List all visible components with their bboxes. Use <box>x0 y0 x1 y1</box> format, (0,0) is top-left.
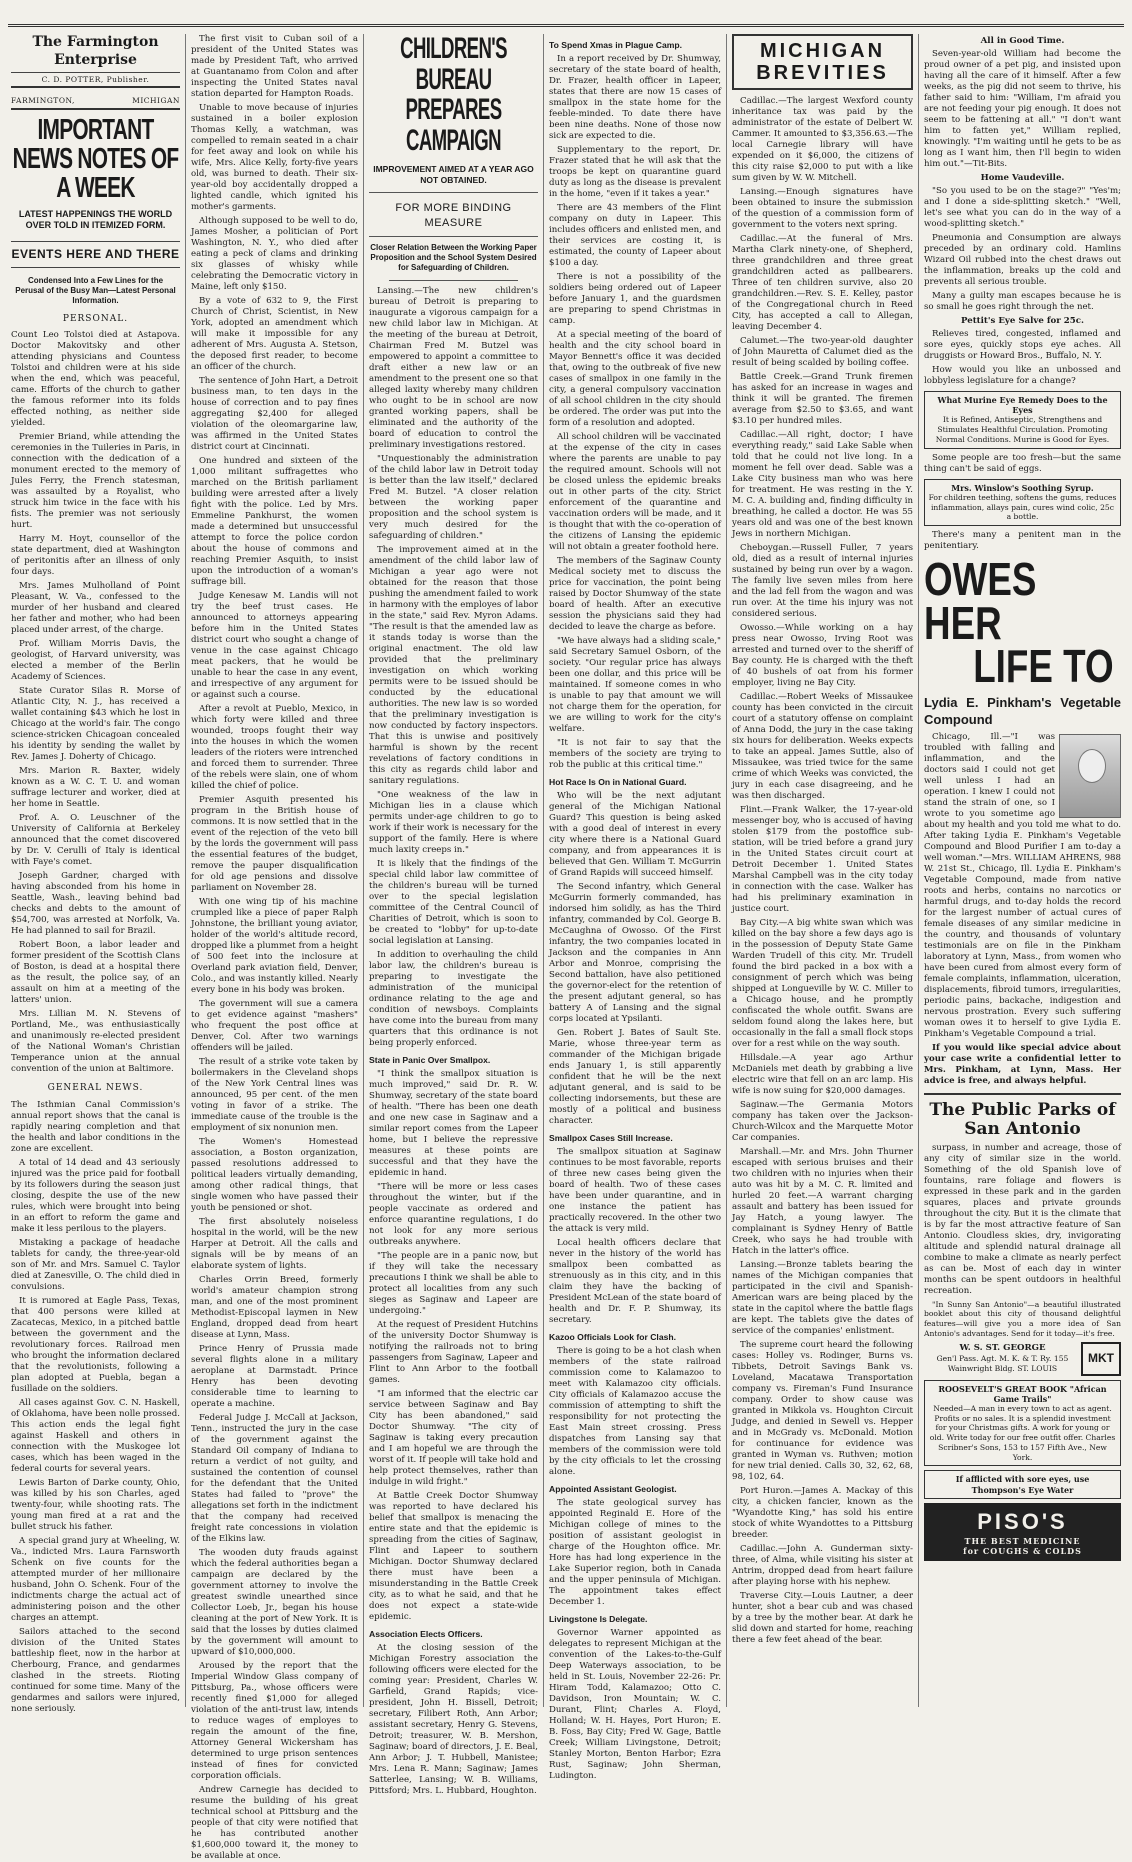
paragraph: Premier Briand, while attending the ceremonies in the Tuileries in Paris, in connection with the dedication of a monument erected to the memory of Jules Ferry, the French statesman, was assaulted by a Royalist, who struck him twice in the face with his fists. The premier was not seriously hurt. <box>11 432 180 531</box>
paragraph: Lansing.—The new children's bureau of Detroit is preparing to inaugurate a vigorous campaign for a new child labor law in Michigan. At the meeting of the bureau at Detroit, Chairman Fred M. Butzel was empowered to appoint a committee to draft either a new law or an amendment to the present one so that alleged laxity whereby many children who ought to be in school are now granted working papers, shall be eliminated and the authority of the board of education to control the preliminary investigations restored. <box>369 285 538 450</box>
paragraph: Lansing.—Enough signatures have been obtained to insure the submission of the question of a commission form of government to the voters next spring. <box>732 187 913 230</box>
paragraph: Prof. A. O. Leuschner of the University of California at Berkeley announced that the comet discovered by Dr. V. Cerulli of Italy is identical with Faye's comet. <box>11 813 180 868</box>
paragraph: The Isthmian Canal Commission's annual report shows that the canal is rapidly nearing completion and that the health and labor conditions in the zone are excellent. <box>11 1099 180 1154</box>
paragraph: Calumet.—The two-year-old daughter of John Mauretta of Calumet died as the result of being scalded by boiling coffee. <box>732 336 913 368</box>
paragraph: It is rumored at Eagle Pass, Texas, that 400 persons were killed at Zacatecas, Mexico, in a pitched battle between the government and the revolutionary forces. Railroad men who brought the information declared that the revolutionists, following a plan adopted at Puebla, began a fusillade on the soldiers. <box>11 1295 180 1394</box>
deck-events: EVENTS HERE AND THERE <box>11 241 180 268</box>
paragraph: One hundred and sixteen of the 1,000 militant suffragettes who marched on the British parliament building were arrested after a lively fight with the police. Led by Mrs. Emmeline Pankhurst, the women made a determined but unsuccessful attempt to force the police cordon about the house of commons and reaching Premier Asquith, to insist upon the introduction of a woman's suffrage bill. <box>191 456 358 587</box>
paragraph: Joseph Gardner, charged with having absconded from his home in Seattle, Wash., leaving behind bad checks and debts to the amount of $54,700, was arrested at Norfolk, Va. He had planned to sail for Brazil. <box>11 871 180 937</box>
ad-pettit-text: Relieves tired, congested, inflamed and sore eyes, quickly stops eye aches. All druggists or Howard Bros., Buffalo, N. Y. <box>924 329 1121 361</box>
divider <box>389 280 518 281</box>
paragraph: "There will be more or less cases throughout the winter, but if the people vaccinate as ordered and enforce quarantine regulations, I do not look for any more serious outbreaks anywhere. <box>369 1181 538 1247</box>
paragraph: Andrew Carnegie has decided to resume the building of his great technical school at Pittsburg and the people of that city were notified that he has contributed another $1,600,000 toward it, the money to be available at once. <box>191 1785 358 1861</box>
masthead-location <box>11 94 180 110</box>
top-rule <box>8 24 1124 27</box>
ad-pneumonia: Pneumonia and Consumption are always preceded by an ordinary cold. Hamlins Wizard Oil rubbed into the chest draws out the inflammation, breaks up the cold and prevents all serious trouble. <box>924 233 1121 287</box>
paragraph: Who will be the next adjutant general of the Michigan National Guard? This question is being asked with a good deal of interest in every city where there is a National Guard company, and from appearances it is believed that Gen. William T. McGurrin of Grand Rapids will succeed himself. <box>549 791 721 878</box>
paragraph: A special grand jury at Wheeling, W. Va., indicted Mrs. Laura Farnsworth Schenk on five counts for the attempted murder of her millionaire husband, John O. Schenk. Four of the indictments charge the actual act of administering poison and the other charges an attempt. <box>11 1535 180 1623</box>
paragraph: "It is not fair to say that the members of the society are trying to rob the public at this critical time." <box>549 738 721 770</box>
paragraph: The Women's Homestead association, a Boston organization, passed resolutions addressed to political leaders virtually demanding, among other radical things, that single women who have passed their youth be pensioned or shot. <box>191 1137 358 1213</box>
column-2 <box>186 34 364 1861</box>
ad-mkt <box>924 1342 1121 1376</box>
paragraph: Some people are too fresh—but the same thing can't be said of eggs. <box>924 452 1121 474</box>
section-association: Association Elects Officers. <box>369 1628 483 1639</box>
section-smallpox-panic: State in Panic Over Smallpox. <box>369 1054 491 1065</box>
paragraph: Premier Asquith presented his program in the British house of commons. It is now settled that in the event of the rejection of the veto bill by the lords the government will pass the essential features of the budget, remove the pauper disqualification for old age pensions and dissolve parliament on November 28. <box>191 795 358 893</box>
paragraph: All cases against Gov. C. N. Haskell, of Oklahoma, have been nolle prossed. This action ends the legal fight against Haskell and others in connection with the Muskogee lot cases, which has been waged in the federal courts for several years. <box>11 1397 180 1474</box>
section-vaudeville: Home Vaudeville. <box>980 173 1065 183</box>
paragraph: Mrs. Lillian M. N. Stevens of Portland, Me., was enthusiastically and unanimously re-elected president of the National Woman's Christian Temperance union at the annual convention of the union at Baltimore. <box>11 1009 180 1075</box>
section-kazoo: Kazoo Officials Look for Clash. <box>549 1332 677 1342</box>
ad-mkt-info <box>924 1343 1081 1373</box>
deck-improvement: IMPROVEMENT AIMED AT A YEAR AGO NOT OBTAINED. <box>369 164 538 193</box>
paragraph: In a report received by Dr. Shumway, secretary of the state board of health, Dr. Frazer, health officer in Lapeer, states that there are now 15 cases of smallpox in the state home for the feeble-minded. To date there have been nine deaths. None of those now sick are expected to die. <box>549 54 721 141</box>
deck-latest: LATEST HAPPENINGS THE WORLD OVER TOLD IN ITEMIZED FORM. <box>18 209 173 230</box>
masthead-title: The Farmington Enterprise <box>11 34 180 73</box>
section-personal: PERSONAL. <box>62 313 129 324</box>
paragraph: A total of 14 dead and 43 seriously injured was the price paid for football by its followers during the season just closing, despite the use of the new rules, which were brought into being in an effort to reform the game and make it less perilous to the players. <box>11 1157 180 1234</box>
paragraph: In addition to overhauling the child labor law, the children's bureau is preparing to investigate the administration of the municipal ordinance relating to the age and condition of newsboys. Complaints have come into the bureau from many quarters that this ordinance is not being properly enforced. <box>369 949 538 1048</box>
headline-childrens-bureau: CHILDREN'S BUREAU PREPARES CAMPAIGN <box>400 32 507 157</box>
paragraph: Traverse City.—Louis Lautner, a deer hunter, shot a bear cub and was chased by a tree by the mother bear. At dark he slid down and started for home, reaching there a few feet ahead of the bear. <box>732 1591 913 1645</box>
paragraph: Lewis Barton of Darke county, Ohio, was killed by his son Charles, aged twenty-four, while shooting rats. The young man fired at a rat and the bullet struck his father. <box>11 1477 180 1532</box>
section-delegate: Livingstone Is Delegate. <box>549 1614 648 1624</box>
ad-parks-text: surpass, in number and acreage, those of any city of similar size in the world. Something of the old Spanish love of fountains, rare foliage and flowers is expressed in these park and in the garden squares, places and private grounds throughout the city. But it is the climate that is by far the most attractive feature of San Antonio. Cloudless skies, dry, invigorating altitude and splendid natural drainage all combine to make a climate as nearly perfect as can be. Most of each day in winter months can be spent outdoors in healthful recreation. <box>924 1142 1121 1296</box>
paragraph: Cadillac.—John A. Gunderman sixty-three, of Alma, while visiting his sister at Antrim, dropped dead from heart failure after playing horse with his nephew. <box>732 1544 913 1587</box>
column-3 <box>364 32 544 1796</box>
brevities-title: MICHIGAN BREVITIES <box>756 40 889 84</box>
paragraph: Aroused by the report that the Imperial Window Glass company of Pittsburg, Pa., whose officers were recently fined $1,000 for alleged violation of the anti-trust law, intends to reduce wages of employes to regain the amount of the fine, Attorney General Wickersham has determined to urge prison sentences instead of fines for convicted corporation officials. <box>191 1661 358 1781</box>
paragraph: Mistaking a package of headache tablets for candy, the three-year-old son of Mr. and Mrs. Samuel C. Taylor died at Zanesville, O. The child died in convulsions. <box>11 1237 180 1292</box>
paragraph: Unable to move because of injuries sustained in a boiler explosion Thomas Kelly, a watchman, was compelled to remain seated in a chair for feet away and look on while his wife, Mrs. Alice Kelly, forty-five years old, was burned to death. Their six-year-old boy accidentally dropped a lighted candle, which ignited his mother's garments. <box>191 103 358 212</box>
section-national-guard: Hot Race Is On in National Guard. <box>549 777 687 787</box>
paragraph: There's many a penitent man in the penitentiary. <box>924 530 1121 552</box>
section-xmas-plague: To Spend Xmas in Plague Camp. <box>549 40 683 50</box>
paragraph: "I am informed that the electric car service between Saginaw and Bay City has been abandoned," said Doctor Shumway. "The city of Saginaw is taking every precaution and I am hopeful we are through the worst of it. If people will take hold and help protect themselves, rather than indulge in wild fright." <box>369 1388 538 1487</box>
paragraph: Gen. Robert J. Bates of Sault Ste. Marie, whose three-year term as commander of the Michigan brigade ends January 1, is still apparently confident that he will be the next adjutant general, and is said to be collecting indorsements, but these are mostly of a political and business character. <box>549 1028 721 1126</box>
paragraph: At Battle Creek Doctor Shumway was reported to have declared his belief that smallpox is menacing the entire state and that the epidemic is spreading from the cities of Saginaw, Flint and Lapeer to southern Michigan. Doctor Shumway declared there must have been a misunderstanding in the Battle Creek city, as to what he said, and that he does not expect a state-wide epidemic. <box>369 1490 538 1622</box>
piso-title: PISO'S <box>977 1508 1068 1534</box>
paragraph: The state geological survey has appointed Reginald E. Hore of the Michigan college of mines to the position of assistant geologist in charge of the Houghton office. Mr. Hore has had long experience in the Lake Superior region, both in Canada and the upper peninsula of Michigan. The appointment takes effect December 1. <box>549 1498 721 1607</box>
ad-thompson: If afflicted with sore eyes, use Thompson's Eye Water <box>924 1470 1121 1498</box>
paragraph: With one wing tip of his machine crumpled like a piece of paper Ralph Johnstone, the brilliant young aviator, holder of the world's altitude record, dropped like a plummet from a height of 500 feet into the inclosure at Overland park aviation field, Denver, Colo., and was instantly killed. Nearly every bone in his body was broken. <box>191 897 358 995</box>
paragraph: At the request of President Hutchins of the university Doctor Shumway is notifying the railroads not to bring passengers from Saginaw, Lapeer and Flint to Ann Arbor to the football games. <box>369 1319 538 1385</box>
masthead-publisher: C. D. POTTER, Publisher. <box>41 74 150 84</box>
mkt-logo: MKT <box>1081 1342 1121 1376</box>
paragraph: How would you like an unbossed and lobbyless legislature for a change? <box>924 365 1121 386</box>
ad-winslow-title: Mrs. Winslow's Soothing Syrup. <box>951 482 1094 493</box>
paragraph: The result of a strike vote taken by boilermakers in the Cleveland shops of the New York Central lines was announced, 95 per cent. of the men voting in favor of a strike. The immediate cause of the trouble is the employment of six nonunion men. <box>191 1057 358 1133</box>
ad-pinkham-advice: If you would like special advice about your case write a confidential letter to Mrs. Pinkham, at Lynn, Mass. Her advice is free, and always helpful. <box>924 1043 1121 1087</box>
paragraph: There is going to be a hot clash when members of the state railroad commission come to Kalamazoo to meet with Kalamazoo city officials. City officials of Kalamazoo accuse the commission of attempting to shift the responsibility for not protecting the East Main street crossing. Press dispatches from Lansing say that members of the commission were told by the city officials to let the crossing alone. <box>549 1346 721 1477</box>
section-smallpox-increase: Smallpox Cases Still Increase. <box>549 1133 673 1143</box>
paragraph: Cadillac.—Robert Weeks of Missaukee county has been convicted in the circuit court of a statutory offense on complaint of Anna Dodd, the jury in the case taking six hours for deliberation. Weeks expects to take an appeal. James Suttle, also of Missaukee, was tried twice for the same crime of which Weeks was convicted, the jury in each case disagreeing, and he was then discharged. <box>732 692 913 801</box>
paragraph: There is not a possibility of the soldiers being ordered out of Lapeer before January 1, and the guardsmen are preparing to spend Christmas in camp. <box>549 272 721 326</box>
paragraph: Robert Boon, a labor leader and former president of the Scottish Clans of Boston, is dead at a hospital there as the result, the police say, of an assault on him at a meeting of the latters' union. <box>11 940 180 1006</box>
paragraph: The supreme court heard the following cases: Holley vs. Rodinger, Burns vs. Tibbets, Detroit Savings Bank vs. Loveland, Macatawa Transportation company vs. Fireman's Fund Insurance company. Order to show cause was granted in Mikkola vs. Houghton Circuit Judge, and denied in Sewell vs. Hepper and in McGrady vs. McDonald. Motion for continuance for evidence was granted in Wyman vs. Ruthven; motion for new trial denied. Calls 30, 32, 62, 68, 98, 102, 64. <box>732 1340 913 1482</box>
column-4 <box>544 34 727 1781</box>
paragraph: Cadillac.—The largest Wexford county inheritance tax was paid by the administrator of the estate of Delbert W. Cammer. It amounted to $3,356.63.—The local Carnegie library will have expended on it $6,000, the citizens of this city raise $2,000 to put with a like sum given by W. W. Mitchell. <box>732 96 913 183</box>
ad-owes-her-life <box>924 553 1114 693</box>
paragraph: Bay City.—A big white swan which was killed on the bay shore a few days ago is in the possession of Deputy State Game Warden Trudell of this city. Mr. Trudell found the bird packed in a box with a consignment of perch which was being shipped at Longueville by W. C. Miller to a Chicago house, and he promptly confiscated the whole outfit. Swans are seldom found along the lakes here, but occasionally in the fall a small flock stops over for a rest while on the way south. <box>732 918 913 1049</box>
general-list <box>11 1100 180 1715</box>
paragraph: All school children will be vaccinated at the expense of the city in cases where the parents are unable to pay the required amount. Schools will not be closed unless the epidemic breaks out in other parts of the city. Strict enforcement of the quarantine and vaccination orders will be made, and it is thought that with the co-operation of the citizens of Lansing the epidemic will not obtain a greater foothold here. <box>549 432 721 552</box>
deck-condensed: Condensed Into a Few Lines for the Perusal of the Busy Man—Latest Personal Information. <box>15 275 176 305</box>
ad-pettit-title: Pettit's Eye Salve for 25c. <box>961 316 1084 326</box>
paragraph: Count Leo Tolstoi died at Astapova. Doctor Makovitsky and other attending physicians and Countess Tolstoi and children were at his side when the end, which was peaceful, came. Efforts of the church to gather the famous reformer into its folds effected nothing, as neither side yielded. <box>11 330 180 429</box>
paragraph: "I think the smallpox situation is much improved," said Dr. R. W. Shumway, secretary of the state board of health. "There has been one death and one new case in Saginaw and a similar report comes from the Lapeer home, but I believe the repressive measures at these points are successful and that they have the epidemic in hand. <box>369 1068 538 1178</box>
paragraph: The wooden duty frauds against which the federal authorities began a campaign are declared by the government attorney to involve the greatest swindle unearthed since Collector Loeb, Jr., began his house cleaning at the port of New York. It is said that the losses by duties claimed by the government will amount to upward of $10,000,000. <box>191 1548 358 1657</box>
paragraph: Supplementary to the report, Dr. Frazer stated that he will ask that the troops be kept on quarantine guard duty as long as the disease is prevalent in the home, "even if it takes a year." <box>549 145 721 199</box>
paragraph: The smallpox situation at Saginaw continues to be most favorable, reports of three new cases being given the board of health. Two of these cases have been under quarantine, and in one instance the patient has practically recovered. In the other two the attack is very mild. <box>549 1147 721 1234</box>
section-good-time: All in Good Time. <box>980 36 1065 46</box>
paragraph: Mrs. James Mulholland of Point Pleasant, W. Va., confessed to the murder of her husband and cleared her father and mother, who had been placed under arrest, of the charge. <box>11 581 180 636</box>
paragraph: Saginaw.—The Germania Motors company has taken over the Jackson-Church-Wilcox and the Marquette Motor Car companies. <box>732 1100 913 1143</box>
paragraph: Many a guilty man escapes because he is so small he goes right through the net. <box>924 291 1121 312</box>
paragraph: Hillsdale.—A year ago Arthur McDaniels met death by grabbing a live electric wire that fell on an arc lamp. His wife is now suing for $20,000 damages. <box>732 1053 913 1096</box>
paragraph: Battle Creek.—Grand Trunk firemen has asked for an increase in wages and think it will be granted. The firemen average from $2.50 to $3.65, and want $3.10 per hundred miles. <box>732 372 913 426</box>
deck-binding-measure: FOR MORE BINDING MEASURE <box>369 201 538 236</box>
ad-murine-text: It is Refined, Antiseptic, Strengthens and Stimulates Healthful Circulation. Promoting Normal Conditions. Murine is Good for Eyes. <box>935 415 1110 444</box>
paragraph: The sentence of John Hart, a Detroit business man, to ten days in the house of correction and to pay fines aggregating $2,400 for alleged violation of the oleomargarine law, was affirmed in the United States district court at Cincinnati. <box>191 376 358 452</box>
paragraph: Cheboygan.—Russell Fuller, 7 years old, died as a result of internal injuries sustained by being run over by a wagon. The family live seven miles from here and the lad fell from the wagon and was run over. At the time his injury was not considered serious. <box>732 543 913 619</box>
ad-mkt-address: Gen'l Pass. Agt. M. K. & T. Ry. 155 Wainwright Bldg. ST. LOUIS <box>936 1354 1069 1374</box>
paragraph: The improvement aimed at in the amendment of the child labor law of Michigan a year ago were not obtained for the reason that those pushing the amendment failed to work in harmony with the employes of labor in the state," said Rev. Myron Adams. "The result is that the amended law as it stands today is worse than the original enactment. The old law provided that the preliminary investigation on which working permits were to be issued should be conducted by the educational authorities. The new law is so worded that the preliminary investigation is now conducted by factory inspectors. That this is unwise and positively harmful is shown by the recent revelations of factory conditions in this city as regards child labor and sanitary regulations. <box>369 544 538 786</box>
paragraph: "So you used to be on the stage?" "Yes'm; and I done a side-splitting sketch." "Well, let's see what you can do in the way of a wood-splitting sketch." <box>924 186 1121 229</box>
paragraph: Prof. William Morris Davis, the geologist, of Harvard university, was elected a member of the Berlin Academy of Sciences. <box>11 639 180 683</box>
ad-roosevelt-text: Needed—A man in every town to act as agent. Profits or no sales. It is a splendid investment for your Christmas gifts. A work for young or old. Write today for our free outfit offer. Charles Scribner's Sons, 153 to 157 Fifth Ave., New York. <box>929 1404 1116 1462</box>
section-geologist: Appointed Assistant Geologist. <box>549 1484 677 1494</box>
paragraph: Owosso.—While working on a hay press near Owosso, Irving Root was arrested and turned over to the sheriff of Bay county. He is charged with the theft of 40 bushels of oat from his former employer, living ne Bay City. <box>732 623 913 688</box>
ad-winslow <box>924 479 1121 526</box>
paragraph: Harry M. Hoyt, counsellor of the state department, died at Washington of peritonitis after an illness of only four days. <box>11 534 180 578</box>
column-1 <box>6 34 186 1714</box>
paragraph: Prince Henry of Prussia made several flights alone in a military aeroplane at Darmstadt. Prince Henry has been devoting considerable time to learning to operate a machine. <box>191 1344 358 1409</box>
masthead-state: MICHIGAN <box>132 96 180 106</box>
portrait-image <box>1059 734 1121 818</box>
owes-line-2: HER <box>924 596 1002 649</box>
column-6 <box>919 34 1126 1707</box>
paragraph: The first absolutely noiseless hospital in the world, will be the new Harper at Detroit. All the calls and signals will be by means of an elaborate system of lights. <box>191 1217 358 1271</box>
owes-line-1: OWES <box>924 553 1037 606</box>
paragraph: Cadillac.—At the funeral of Mrs. Martha Clark ninety-one, of Shepherd, three grandchildren and three great grandchildren acted as pallbearers. Three of ten children survive, also 20 grandchildren.—Rev. S. E. Kelley, pastor of the Congregational church in Reed City, has accepted a call to Allegan, leaving December 4. <box>732 234 913 332</box>
paragraph: "The people are in a panic now, but if they will take the necessary precautions I think we shall be able to protect all localities from any such sieges as Saginaw and Lapeer are undergoing." <box>369 1250 538 1316</box>
ad-pinkham-title: Lydia E. Pinkham's Vegetable Compound <box>924 695 1121 727</box>
paragraph: By a vote of 632 to 9, the First Church of Christ, Scientist, in New York, adopted an amendment which will make it impossible for any adherent of Mrs. Augusta A. Stetson, the deposed first reader, to become an officer of the church. <box>191 296 358 372</box>
paragraph: Marshall.—Mr. and Mrs. John Thurner escaped with serious bruises and their two children with no injuries when their auto was hit by a M. C. R. limited and hurled 20 feet.—A warrant charging assault and battery has been issued for Jay Hatch, a young lawyer. The complainant is Sydney Henry of Battle Creek, who says he had trouble with Hatch in the latter's office. <box>732 1147 913 1256</box>
paragraph: Governor Warner appointed as delegates to represent Michigan at the convention of the Lakes-to-the-Gulf Deep Waterways association, to be held in St. Louis, November 22-26: Pr. Hiram Todd, Kalamazoo; Otto C. Davidson, Iron Mountain; W. C. Durant, Flint; Charles A. Floyd, Holland; W. H. Hayes, Port Huron; E. B. Foss, Bay City; Fred W. Gage, Battle Creek; William Livingstone, Detroit; Stanley Morton, Benton Harbor; Ezra Rust, Saginaw; John Sherman, Ludington. <box>549 1628 721 1781</box>
paragraph: Mrs. Marion R. Baxter, widely known as a W. C. T. U. and woman suffrage lecturer and worker, died at her home in Seattle. <box>11 766 180 810</box>
ad-winslow-text: For children teething, softens the gums, reduces inflammation, allays pain, cures wind colic, 25c a bottle. <box>928 492 1117 522</box>
brevities-header <box>732 34 913 90</box>
owes-line-3: LIFE TO <box>973 640 1114 693</box>
paragraph: Federal Judge J. McCall at Jackson, Tenn., instructed the jury in the case of the government against the Standard Oil company of Indiana to return a verdict of not guilty, and sustained the contention of counsel for the defendant that the United States had failed to "prove" the allegations set forth in the indictment that the company had received freight rate concessions in violation of the Elkins law. <box>191 1413 358 1544</box>
paragraph: Although supposed to be well to do, James Mosher, a politician of Port Washington, N. Y., who died after eating a peck of clams and drinking six glasses of whisky while celebrating the Democratic victory in Maine, left only $150. <box>191 216 358 292</box>
ad-roosevelt-title: ROOSEVELT'S GREAT BOOK "African Game Trails" <box>938 1383 1107 1404</box>
paragraph: There are 43 members of the Flint company on duty in Lapeer. This includes officers and enlisted men, and their services are costing it, is estimated, the county of Lapeer about $100 a day. <box>549 203 721 268</box>
masthead-city: FARMINGTON, <box>11 96 75 106</box>
paragraph: Local health officers declare that never in the history of the world has smallpox been combatted as strenuously as in this city, and in this claim they have the backing of President McLean of the state board of health and Dr. F. P. Shumway, its secretary. <box>549 1238 721 1325</box>
paragraph: It is likely that the findings of the special child labor law committee of the children's bureau will be turned over to the special legislation committee of the Central Council of Charities of Detroit, which is soon to be created to "lobby" for up-to-date social legislation at Lansing. <box>369 858 538 946</box>
paragraph: Lansing.—Bronze tablets bearing the names of the Michigan companies that participated in the civil and Spanish-American wars are being placed by the state in the capitol where the battle flags are kept. The tablets give the dates of service of the companies' enlistment. <box>732 1260 913 1336</box>
columns <box>6 32 1126 1861</box>
section-general: GENERAL NEWS. <box>47 1083 144 1094</box>
ad-pinkham-text: Chicago, Ill.—"I was troubled with falling and inflammation, and the doctors said I could not get well unless I had an operation. I knew I could not stand the strain of one, so I wrote to you sometime ago about my health and you told me what to do. After taking Lydia E. Pinkham's Vegetable Compound and Blood Purifier I am to-day a well woman."—Mrs. WILLIAM AHRENS, 988 W. 21st St., Chicago, Ill. Lydia E. Pinkham's Vegetable Compound, made from native roots and herbs, contains no narcotics or harmful drugs, and to-day holds the record for the largest number of actual cures of female diseases of any similar medicine in the country, and thousands of voluntary testimonials are on file in the Pinkham laboratory at Lynn, Mass., from women who have been cured from almost every form of female complaints, inflammation, ulceration, displacements, fibroid tumors, irregularities, periodic pains, backache, indigestion and nervous prostration. Every such suffering woman owes it to herself to give Lydia E. Pinkham's Vegetable Compound a trial. <box>924 732 1121 1040</box>
personal-list <box>11 330 180 1075</box>
paragraph: The Second infantry, which General McGurrin formerly commanded, has indorsed him solidly, as has the Third infantry, commanded by Col. George B. McCaughna of Owosso. Of the First infantry, the two companies located in Jackson and the companies in Ann Arbor and Monroe, comprising the Second battalion, have also petitioned the governor-elect for the retention of the present adjutant general, so has battery A of Lansing and the signal corps located at Ypsilanti. <box>549 882 721 1024</box>
paragraph: Port Huron.—James A. Mackay of this city, a chicken fancier, known as the "Wyandotte King," has sold his entire stock of white Wyandottes to a Pittsburg breeder. <box>732 1486 913 1540</box>
paragraph: At the closing session of the Michigan Forestry association the following officers were elected for the coming year: President, Charles W. Garfield, Grand Rapids; vice-president, John H. Bissell, Detroit; secretary, Filibert Roth, Ann Arbor; assistant secretary, Henry G. Stevens, Detroit; treasurer, W. B. Mershon, Saginaw; board of directors, J. E. Beal, Ann Arbor; J. T. Hubbell, Manistee; Mrs. Lena R. Mann; Saginaw; James Satterlee, Lansing; W. B. Williams, Pittsford; Mrs. L. Hubbard, Houghton. <box>369 1642 538 1796</box>
paragraph: At a special meeting of the board of health and the city school board in Mayor Bennett's office it was decided that, owing to the outbreak of five new cases of smallpox in one family in the city, a general compulsory vaccination of all school children in the city should be ordered. The order was put into the form of a resolution and adopted. <box>549 330 721 428</box>
piso-coughs: for COUGHS & COLDS <box>963 1546 1082 1557</box>
ad-piso <box>924 1503 1121 1562</box>
ad-parks-title: The Public Parks of San Antonio <box>924 1093 1121 1138</box>
paragraph: Judge Kenesaw M. Landis will not try the beef trust cases. He announced to attorneys appearing before him in the United States district court who sought a change of venue in the case against Chicago meat packers, that he would be unable to hear the case in any event, and irrespective of any argument for or against such a course. <box>191 591 358 700</box>
paragraph: "Unquestionably the administration of the child labor law in Detroit today is better than the law itself," declared Fred M. Butzel. "A closer relation between the working paper proposition and the school system is very much desired for the safeguarding of children." <box>369 453 538 541</box>
masthead-sub <box>11 73 180 89</box>
paragraph: The members of the Saginaw County Medical society met to discuss the price for vaccination, the point being raised by Doctor Shumway of the state board of health. After an executive session the physicians said they had decided to leave the charge as before. <box>549 556 721 632</box>
headline-important-news: IMPORTANT NEWS NOTES OF A WEEK <box>12 114 179 204</box>
ad-mkt-name: W. S. ST. GEORGE <box>959 1343 1046 1354</box>
paragraph: Sailors attached to the second division of the United States battleship fleet, now in the harbor at Cherbourg, France, and gendarmes clashed in the streets. Rioting continued for some time. Many of the gendarmes and sailors were injured, none seriously. <box>11 1626 180 1714</box>
paragraph: Cadillac.—All right, doctor; I have everything ready," said Lake Sable when told that he could not live long. In a moment he fell over dead. Sable was a Lake City business man who was here for treatment. He was resting in the Y. M. C. A. building and, finding difficulty in breathing, he called a doctor. He was 55 years old and was one of the best known Jews in northern Michigan. <box>732 430 913 539</box>
piso-tagline: THE BEST MEDICINE <box>964 1535 1081 1546</box>
deck-closer-relation: Closer Relation Between the Working Paper Proposition and the School System Desired for Safeguarding of Children. <box>370 242 537 273</box>
paragraph: Seven-year-old William had become the proud owner of a pet pig, and insisted upon having all the care of it himself. After a few weeks, as the pig did not seem to thrive, his father said to him: "William, I'm afraid you are not feeding your pig enough. It does not seem to be fattening at all." "I don't want him to fatten yet," William replied, knowingly. "I'm waiting until he gets to be as long as I want him, then I'll begin to widen him out."—Tit-Bits. <box>924 49 1121 169</box>
ad-parks-booklet: "In Sunny San Antonio"—a beautiful illustrated booklet about this city of thousand delightful features—will give you a more idea of San Antonio's advantages. Send for it today—it's free. <box>924 1299 1121 1338</box>
column-5 <box>727 34 919 1707</box>
ad-roosevelt <box>924 1380 1121 1467</box>
paragraph: The first visit to Cuban soil of a president of the United States was made by President Taft, who arrived at Guantanamo from Colon and after inspecting the United States naval station departed for Hampton Roads. <box>191 34 358 99</box>
paragraph: "We have always had a sliding scale," said Secretary Samuel Osborn, of the society. "Our regular price has always been one dollar, and this price will be maintained. If someone comes in who is unable to pay that amount we will not charge them for the operation, for we are willing to work for the city's welfare. <box>549 636 721 734</box>
ad-murine-title: What Murine Eye Remedy Does to the Eyes <box>937 395 1108 416</box>
paragraph: After a revolt at Pueblo, Mexico, in which forty were killed and three wounded, troops fought their way into the houses in which the women leaders of the rioters were intrenched and forced them to surrender. Three of the rebels were slain, one of whom killed the chief of police. <box>191 704 358 791</box>
paragraph: Charles Orrin Breed, formerly world's amateur champion strong man, and one of the most prominent Methodist-Episcopal laymen in New England, dropped dead from heart disease at Lynn, Mass. <box>191 1275 358 1340</box>
paragraph: "One weakness of the law in Michigan lies in a clause which permits under-age children to go to work if their work is necessary for the support of the family. Here is where much laxity creeps in." <box>369 789 538 855</box>
ad-murine <box>924 391 1121 449</box>
paragraph: Flint.—Frank Walker, the 17-year-old messenger boy, who is accused of having stolen $179 from the postoffice sub-station, will be tried before a grand jury in the United States circuit court at Detroit December 1. United States Marshal Campbell was in the city today in connection with the case. Walker has had his preliminary examination in justice court. <box>732 805 913 914</box>
paragraph: State Curator Silas R. Morse of Atlantic City, N. J., has received a wallet containing $43 which he lost in Chicago at the world's fair. The congo science-stricken Chicagoan concealed his identity by sending the wallet by Rev. James J. Doherty of Chicago. <box>11 686 180 763</box>
paragraph: The government will sue a camera to get evidence against "mashers" who frequent the post office at Denver, Col. After two warnings offenders will be jailed. <box>191 999 358 1053</box>
